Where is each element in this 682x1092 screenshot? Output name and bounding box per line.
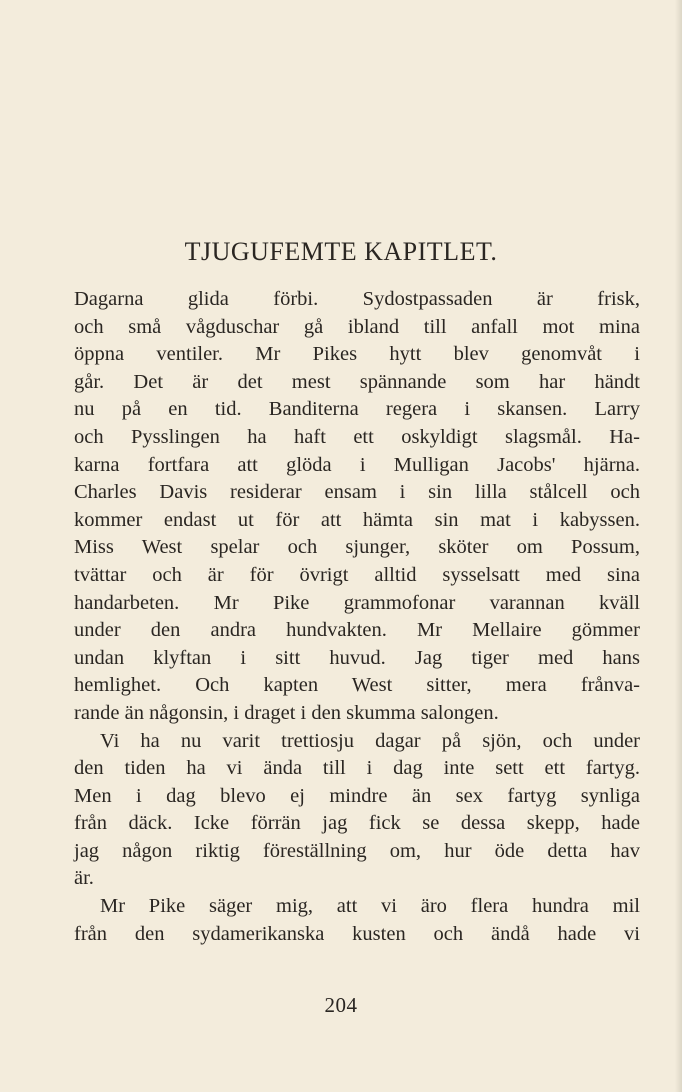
- text-line: tvättar och är för övrigt alltid sysselsatt med sina: [74, 563, 640, 586]
- text-line: jag någon riktig föreställning om, hur öde detta hav: [74, 839, 640, 862]
- text-line: den tiden ha vi ända till i dag inte sett ett fartyg.: [74, 757, 640, 780]
- text-line: Dagarna glida förbi. Sydostpassaden är frisk,: [74, 288, 640, 310]
- text-line: och Pysslingen ha haft ett oskyldigt slagsmål. Ha-: [74, 425, 640, 448]
- text-line: och små vågduschar gå ibland till anfall mot mina: [74, 315, 640, 338]
- body-text: [74, 286, 640, 948]
- text-line: från den sydamerikanska kusten och ändå hade vi: [74, 922, 640, 945]
- text-line: Charles Davis residerar ensam i sin lilla stålcell och: [74, 481, 640, 504]
- text-line: undan klyftan i sitt huvud. Jag tiger med hans: [74, 646, 640, 669]
- text-line: Miss West spelar och sjunger, sköter om Possum,: [74, 536, 640, 559]
- text-line: från däck. Icke förrän jag fick se dessa skepp, hade: [74, 812, 640, 835]
- text-line: är.: [74, 867, 94, 890]
- chapter-heading: TJUGUFEMTE KAPITLET.: [184, 237, 498, 266]
- text-line: går. Det är det mest spännande som har händt: [74, 370, 640, 393]
- text-line: karna fortfara att glöda i Mulligan Jacobs' hjärna.: [74, 453, 640, 476]
- text-line: nu på en tid. Banditerna regera i skansen. Larry: [74, 398, 640, 421]
- text-line: handarbeten. Mr Pike grammofonar varannan kväll: [74, 591, 640, 614]
- page-edge-shadow: [675, 0, 682, 1092]
- text-line: under den andra hundvakten. Mr Mellaire gömmer: [74, 619, 640, 642]
- text-line: Mr Pike säger mig, att vi äro flera hundra mil: [100, 895, 640, 918]
- text-line: kommer endast ut för att hämta sin mat i kabyssen.: [74, 508, 640, 531]
- text-line: öppna ventiler. Mr Pikes hytt blev genomvåt i: [74, 343, 640, 366]
- page-number: 204: [324, 993, 358, 1017]
- text-line: rande än någonsin, i draget i den skumma salongen.: [74, 701, 499, 724]
- text-line: Men i dag blevo ej mindre än sex fartyg synliga: [74, 784, 640, 807]
- text-line: Vi ha nu varit trettiosju dagar på sjön, och under: [100, 729, 640, 752]
- text-line: hemlighet. Och kapten West sitter, mera frånva-: [74, 674, 640, 697]
